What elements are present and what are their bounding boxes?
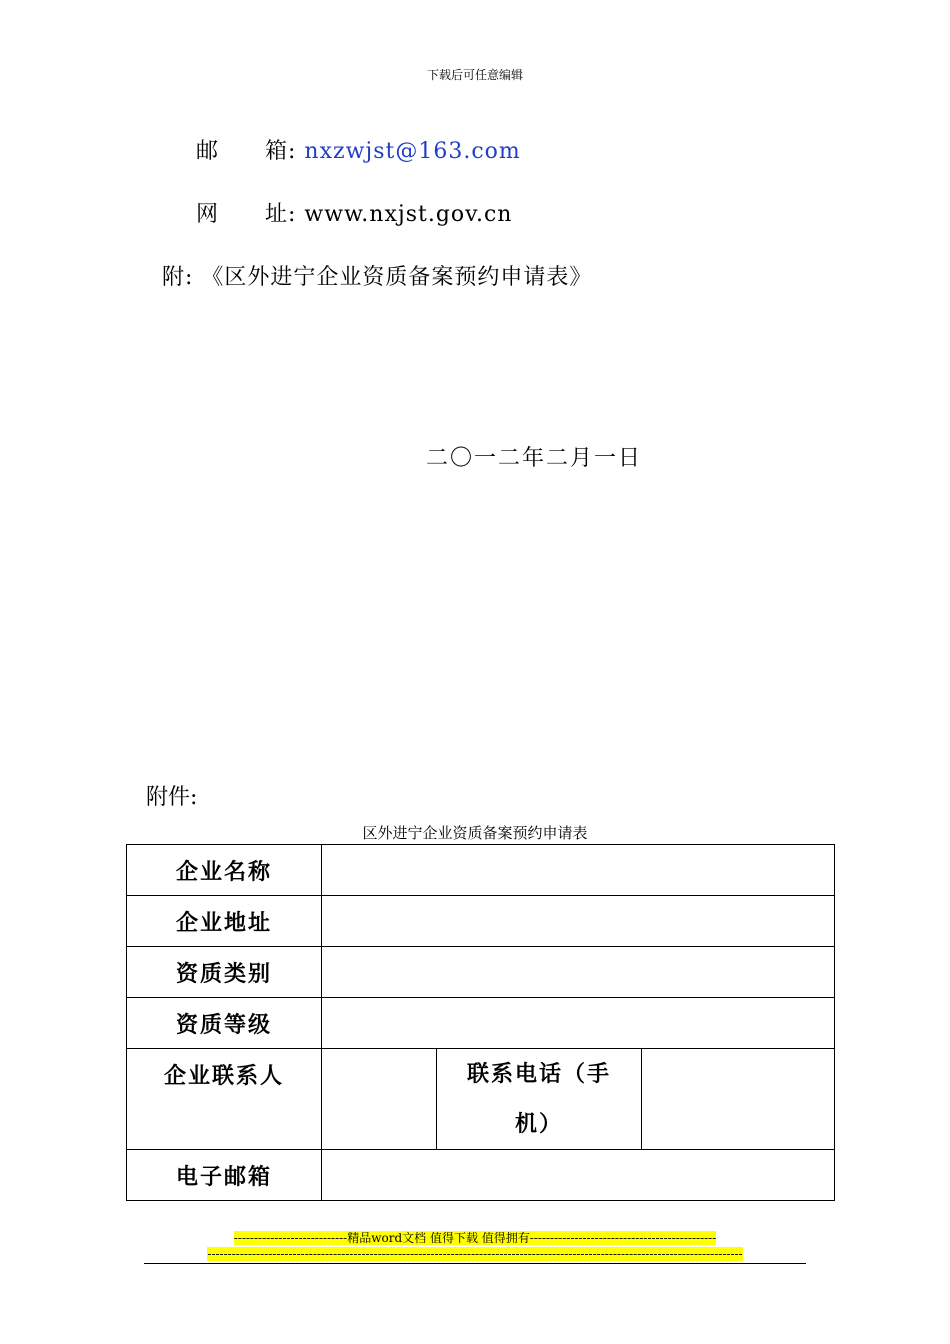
form-row-qualification-type — [127, 947, 835, 998]
attachment-note: 附: 《区外进宁企业资质备案预约申请表》 — [162, 265, 593, 290]
website-label: 网 址: — [196, 202, 297, 227]
qualification-type-label: 资质类别 — [127, 947, 322, 998]
website-line — [196, 197, 512, 228]
qualification-level-label: 资质等级 — [127, 998, 322, 1049]
document-date: 二〇一二年二月一日 — [426, 446, 643, 471]
qualification-level-field[interactable] — [322, 998, 835, 1049]
form-title: 区外进宁企业资质备案预约申请表 — [362, 824, 588, 842]
company-address-field[interactable] — [322, 896, 835, 947]
footer-rule — [144, 1263, 806, 1264]
attachment-label: 附件: — [146, 785, 198, 810]
contact-person-field[interactable] — [322, 1049, 437, 1150]
contact-phone-field[interactable] — [642, 1049, 835, 1150]
contact-phone-label — [437, 1049, 642, 1150]
email-label: 邮 箱: — [196, 139, 297, 164]
contact-person-label: 企业联系人 — [127, 1049, 322, 1150]
email-line — [196, 134, 521, 165]
company-name-label: 企业名称 — [127, 845, 322, 896]
form-row-qualification-level — [127, 998, 835, 1049]
footer-line-2: ------------------------------------------------------------------------------------------------------------------------------------ — [207, 1247, 743, 1261]
website-value: www.nxjst.gov.cn — [304, 202, 513, 227]
email-field-label: 电子邮箱 — [127, 1150, 322, 1201]
company-address-label: 企业地址 — [127, 896, 322, 947]
form-row-company-name — [127, 845, 835, 896]
footer-band — [0, 1230, 950, 1262]
footer-line-1: ----------------------------精品word文档 值得下载 值得拥有---------------------------------------------- — [233, 1231, 717, 1245]
form-row-company-address — [127, 896, 835, 947]
email-link[interactable]: nxzwjst@163.com — [304, 139, 521, 164]
page-header: 下载后可任意编辑 — [426, 68, 523, 82]
application-form-table — [126, 844, 835, 1201]
form-row-email — [127, 1150, 835, 1201]
qualification-type-field[interactable] — [322, 947, 835, 998]
company-name-field[interactable] — [322, 845, 835, 896]
form-row-contact — [127, 1049, 835, 1150]
contact-phone-label-text: 联系电话（手机） — [466, 1061, 611, 1137]
email-field[interactable] — [322, 1150, 835, 1201]
